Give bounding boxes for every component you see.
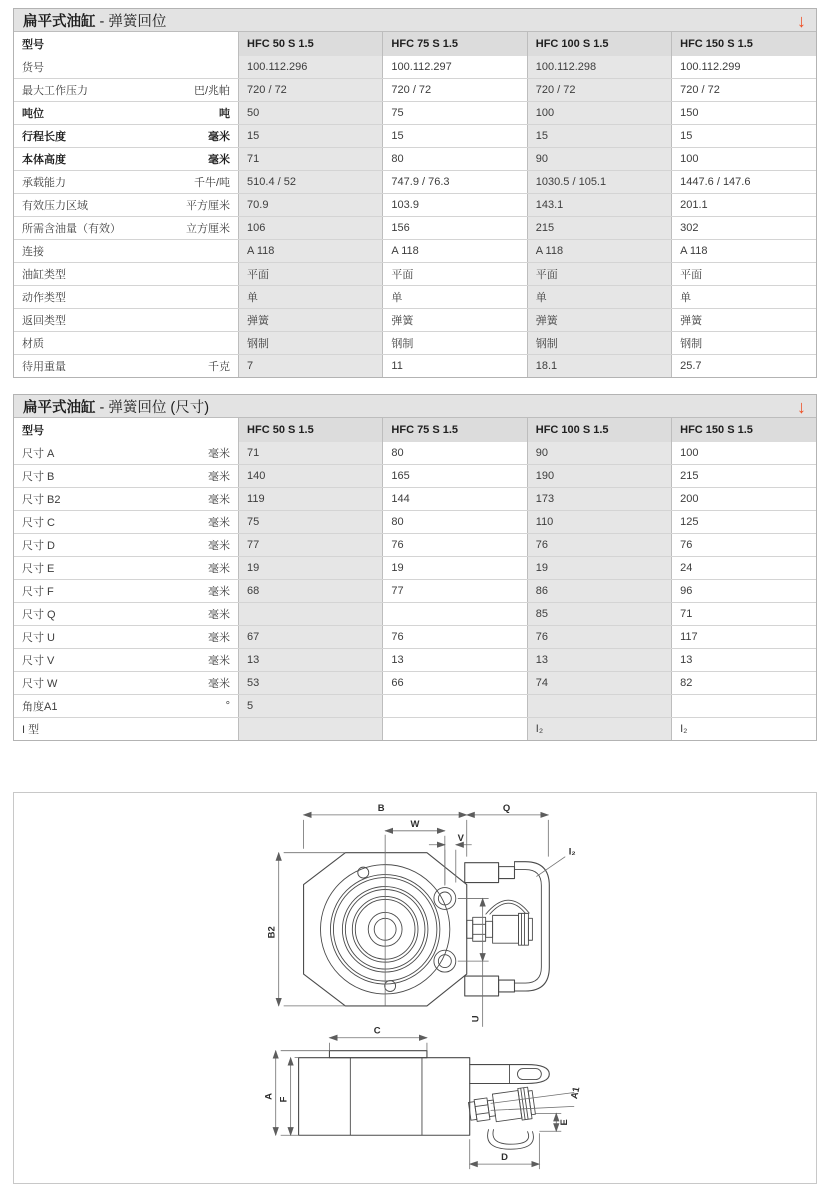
technical-drawing-box bbox=[13, 792, 817, 1184]
cell-value: 1030.5 / 105.1 bbox=[527, 171, 671, 194]
table-row bbox=[14, 263, 816, 286]
table-row bbox=[14, 217, 816, 240]
cell-value: 720 / 72 bbox=[672, 79, 816, 102]
table-row bbox=[14, 649, 816, 672]
cell-value: 190 bbox=[527, 465, 671, 488]
table-row bbox=[14, 79, 816, 102]
cell-value: 82 bbox=[672, 672, 816, 695]
cell-value: 173 bbox=[527, 488, 671, 511]
row-label: 尺寸 V bbox=[22, 655, 55, 667]
cell-value: 钢制 bbox=[672, 332, 816, 355]
row-label-cell bbox=[14, 534, 239, 557]
cell-value: 67 bbox=[239, 626, 383, 649]
row-label: 动作类型 bbox=[22, 292, 66, 304]
row-unit: 吨 bbox=[219, 108, 231, 120]
side-view bbox=[264, 1026, 583, 1169]
table-row bbox=[14, 56, 816, 79]
row-label-cell bbox=[14, 332, 239, 355]
cell-value: 15 bbox=[383, 125, 527, 148]
table-row bbox=[14, 557, 816, 580]
row-label: 货号 bbox=[22, 62, 44, 74]
cell-value: 100 bbox=[672, 148, 816, 171]
column-header-model: HFC 50 S 1.5 bbox=[239, 32, 383, 56]
table-row bbox=[14, 718, 816, 741]
cell-value: 110 bbox=[527, 511, 671, 534]
cell-value: 单 bbox=[672, 286, 816, 309]
cell-value: 86 bbox=[527, 580, 671, 603]
model-header-row bbox=[14, 418, 816, 442]
cell-value: 80 bbox=[383, 148, 527, 171]
cell-value: 平面 bbox=[239, 263, 383, 286]
section-header-dimensions bbox=[14, 395, 816, 418]
cell-value: A 118 bbox=[239, 240, 383, 263]
dim-label-b: B bbox=[377, 802, 385, 814]
column-header-model: HFC 75 S 1.5 bbox=[383, 418, 527, 442]
cell-value: 11 bbox=[383, 355, 527, 378]
row-label-cell bbox=[14, 171, 239, 194]
cell-value: 50 bbox=[239, 102, 383, 125]
cell-value: 弹簧 bbox=[527, 309, 671, 332]
section-title bbox=[23, 10, 166, 31]
top-view bbox=[267, 803, 576, 1027]
table-row bbox=[14, 148, 816, 171]
cell-value: 720 / 72 bbox=[239, 79, 383, 102]
cell-value: 150 bbox=[672, 102, 816, 125]
row-label-cell bbox=[14, 56, 239, 79]
cell-value: 钢制 bbox=[239, 332, 383, 355]
cell-value: 76 bbox=[527, 534, 671, 557]
column-header-model-label: 型号 bbox=[14, 32, 239, 56]
table-row bbox=[14, 672, 816, 695]
cell-value: 13 bbox=[239, 649, 383, 672]
cell-value: 13 bbox=[383, 649, 527, 672]
cell-value: 80 bbox=[383, 511, 527, 534]
row-unit: 毫米 bbox=[208, 586, 231, 598]
cell-value: 19 bbox=[383, 557, 527, 580]
table-row bbox=[14, 580, 816, 603]
row-unit: 毫米 bbox=[208, 471, 231, 483]
cell-value: 单 bbox=[527, 286, 671, 309]
section-arrow-icon[interactable]: ↓ bbox=[797, 10, 806, 31]
row-unit: 毫米 bbox=[208, 154, 231, 166]
cell-value: 71 bbox=[672, 603, 816, 626]
cell-value: 117 bbox=[672, 626, 816, 649]
row-unit: 毫米 bbox=[208, 517, 231, 529]
cell-value: 13 bbox=[527, 649, 671, 672]
row-label: 尺寸 D bbox=[22, 540, 55, 552]
row-label-cell bbox=[14, 442, 239, 465]
row-label-cell bbox=[14, 626, 239, 649]
column-header-model: HFC 100 S 1.5 bbox=[527, 32, 671, 56]
row-label: 尺寸 B2 bbox=[22, 494, 61, 506]
cell-value: 85 bbox=[527, 603, 671, 626]
row-label: 行程长度 bbox=[22, 131, 66, 143]
dim-label-d: D bbox=[501, 1152, 508, 1164]
row-label-cell bbox=[14, 217, 239, 240]
section-header-specs bbox=[14, 9, 816, 32]
cell-value: 70.9 bbox=[239, 194, 383, 217]
cell-value: 140 bbox=[239, 465, 383, 488]
dim-label-i2: I₂ bbox=[568, 846, 576, 858]
table-row bbox=[14, 442, 816, 465]
row-label-cell bbox=[14, 125, 239, 148]
cell-value: 119 bbox=[239, 488, 383, 511]
coupler-side-view bbox=[468, 1087, 536, 1128]
table-row bbox=[14, 102, 816, 125]
row-label-cell bbox=[14, 355, 239, 378]
cell-value: 钢制 bbox=[527, 332, 671, 355]
row-label-cell bbox=[14, 102, 239, 125]
cell-value: 100.112.298 bbox=[527, 56, 671, 79]
row-label-cell bbox=[14, 580, 239, 603]
section-title-rest: - 弹簧回位 (尺寸) bbox=[95, 399, 210, 416]
cell-value: 77 bbox=[239, 534, 383, 557]
dim-label-c: C bbox=[373, 1025, 381, 1037]
table-row bbox=[14, 695, 816, 718]
cell-value: 68 bbox=[239, 580, 383, 603]
row-unit: 毫米 bbox=[208, 655, 231, 667]
dim-label-a1: A1 bbox=[569, 1085, 583, 1100]
row-label-cell bbox=[14, 286, 239, 309]
row-label-cell bbox=[14, 79, 239, 102]
section-title-strong: 扁平式油缸 bbox=[23, 399, 96, 416]
row-label: 承载能力 bbox=[22, 177, 66, 189]
cell-value: 144 bbox=[383, 488, 527, 511]
section-title-strong: 扁平式油缸 bbox=[23, 13, 96, 30]
cell-value: 24 bbox=[672, 557, 816, 580]
column-header-model: HFC 50 S 1.5 bbox=[239, 418, 383, 442]
coupler-top-view bbox=[467, 900, 533, 945]
cell-value: 平面 bbox=[672, 263, 816, 286]
cell-value: 100 bbox=[672, 442, 816, 465]
row-label: 尺寸 B bbox=[22, 471, 55, 483]
table-row bbox=[14, 534, 816, 557]
column-header-model: HFC 100 S 1.5 bbox=[527, 418, 671, 442]
table-row bbox=[14, 603, 816, 626]
row-label: 材质 bbox=[22, 338, 44, 350]
cell-value: 7 bbox=[239, 355, 383, 378]
row-label: 尺寸 Q bbox=[22, 609, 56, 621]
cell-value: I₂ bbox=[527, 718, 671, 741]
cell-value: 100 bbox=[527, 102, 671, 125]
row-label-cell bbox=[14, 488, 239, 511]
table-row bbox=[14, 240, 816, 263]
row-unit: 平方厘米 bbox=[186, 200, 231, 212]
row-label-cell bbox=[14, 148, 239, 171]
cell-value: 25.7 bbox=[672, 355, 816, 378]
row-label: 所需含油量（有效） bbox=[22, 223, 121, 235]
cell-value: I₂ bbox=[672, 718, 816, 741]
table-row bbox=[14, 125, 816, 148]
column-header-model: HFC 75 S 1.5 bbox=[383, 32, 527, 56]
row-label: 尺寸 A bbox=[22, 448, 55, 460]
dim-label-w: W bbox=[410, 818, 420, 830]
table-row bbox=[14, 355, 816, 378]
row-label-cell bbox=[14, 511, 239, 534]
row-unit: ° bbox=[225, 700, 231, 712]
cell-value: 215 bbox=[672, 465, 816, 488]
cell-value: 100.112.296 bbox=[239, 56, 383, 79]
table-row bbox=[14, 286, 816, 309]
cell-value: 76 bbox=[383, 626, 527, 649]
row-label: 待用重量 bbox=[22, 361, 66, 373]
row-label: 尺寸 E bbox=[22, 563, 55, 575]
cell-value: 弹簧 bbox=[239, 309, 383, 332]
cell-value: 15 bbox=[672, 125, 816, 148]
row-label: 尺寸 U bbox=[22, 632, 55, 644]
row-unit: 毫米 bbox=[208, 540, 231, 552]
table-row bbox=[14, 194, 816, 217]
cell-value: 平面 bbox=[383, 263, 527, 286]
cell-value: 弹簧 bbox=[672, 309, 816, 332]
cell-value: A 118 bbox=[383, 240, 527, 263]
cell-value: 单 bbox=[383, 286, 527, 309]
cell-value: 302 bbox=[672, 217, 816, 240]
row-label-cell bbox=[14, 465, 239, 488]
row-label: 最大工作压力 bbox=[22, 85, 88, 97]
table-row bbox=[14, 465, 816, 488]
row-unit: 立方厘米 bbox=[186, 223, 231, 235]
row-unit: 千克 bbox=[208, 361, 231, 373]
row-unit: 巴/兆帕 bbox=[193, 85, 231, 97]
cell-value: 747.9 / 76.3 bbox=[383, 171, 527, 194]
row-label-cell bbox=[14, 194, 239, 217]
row-label-cell bbox=[14, 649, 239, 672]
dim-label-f: F bbox=[278, 1096, 290, 1103]
cell-value: 19 bbox=[527, 557, 671, 580]
cell-value: 77 bbox=[383, 580, 527, 603]
row-label: 有效压力区域 bbox=[22, 200, 88, 212]
row-unit: 毫米 bbox=[208, 448, 231, 460]
row-label: 角度A1 bbox=[22, 701, 58, 713]
cell-value: 74 bbox=[527, 672, 671, 695]
dim-label-v: V bbox=[457, 832, 464, 844]
row-label-cell bbox=[14, 309, 239, 332]
row-label-cell bbox=[14, 672, 239, 695]
cell-value: 76 bbox=[672, 534, 816, 557]
row-label: 油缸类型 bbox=[22, 269, 66, 281]
row-label: 尺寸 F bbox=[22, 586, 54, 598]
cell-value: 13 bbox=[672, 649, 816, 672]
cell-value bbox=[383, 695, 527, 718]
row-label: 尺寸 W bbox=[22, 678, 58, 690]
cell-value: 215 bbox=[527, 217, 671, 240]
dim-label-q: Q bbox=[502, 802, 511, 814]
section-title-rest: - 弹簧回位 bbox=[95, 13, 167, 30]
row-label-cell bbox=[14, 695, 239, 718]
row-label-cell bbox=[14, 263, 239, 286]
dim-label-u: U bbox=[470, 1015, 482, 1023]
cell-value: 156 bbox=[383, 217, 527, 240]
cell-value: 单 bbox=[239, 286, 383, 309]
cell-value: 200 bbox=[672, 488, 816, 511]
cell-value: 90 bbox=[527, 442, 671, 465]
row-unit: 毫米 bbox=[208, 678, 231, 690]
row-label: 连接 bbox=[22, 246, 44, 258]
cell-value: 90 bbox=[527, 148, 671, 171]
row-unit: 毫米 bbox=[208, 494, 231, 506]
cell-value bbox=[383, 603, 527, 626]
cell-value: 平面 bbox=[527, 263, 671, 286]
cell-value: 720 / 72 bbox=[527, 79, 671, 102]
cell-value bbox=[383, 718, 527, 741]
cell-value: 76 bbox=[383, 534, 527, 557]
row-label: 本体高度 bbox=[22, 154, 66, 166]
row-unit: 千牛/吨 bbox=[193, 177, 231, 189]
row-label-cell bbox=[14, 603, 239, 626]
cell-value: 15 bbox=[527, 125, 671, 148]
cell-value: 75 bbox=[239, 511, 383, 534]
cell-value bbox=[239, 718, 383, 741]
table-row bbox=[14, 309, 816, 332]
cell-value: 66 bbox=[383, 672, 527, 695]
row-unit: 毫米 bbox=[208, 609, 231, 621]
table-row bbox=[14, 511, 816, 534]
cell-value bbox=[672, 695, 816, 718]
cell-value: 71 bbox=[239, 148, 383, 171]
table-row bbox=[14, 488, 816, 511]
cell-value: 5 bbox=[239, 695, 383, 718]
cell-value: 15 bbox=[239, 125, 383, 148]
section-arrow-icon[interactable]: ↓ bbox=[797, 396, 806, 417]
cell-value: 720 / 72 bbox=[383, 79, 527, 102]
table-row bbox=[14, 332, 816, 355]
model-header-row bbox=[14, 32, 816, 56]
row-label: 返回类型 bbox=[22, 315, 66, 327]
row-label: 吨位 bbox=[22, 108, 44, 120]
section-title bbox=[23, 396, 209, 417]
technical-drawing bbox=[14, 793, 816, 1183]
cell-value: 201.1 bbox=[672, 194, 816, 217]
dim-label-b2: B2 bbox=[266, 926, 278, 939]
dim-label-e: E bbox=[559, 1119, 571, 1126]
cell-value: 76 bbox=[527, 626, 671, 649]
dim-label-a: A bbox=[263, 1093, 275, 1100]
cell-value: 19 bbox=[239, 557, 383, 580]
cell-value: 143.1 bbox=[527, 194, 671, 217]
section-dimensions bbox=[13, 394, 817, 741]
column-header-model-label: 型号 bbox=[14, 418, 239, 442]
row-label-cell bbox=[14, 718, 239, 741]
cell-value: A 118 bbox=[527, 240, 671, 263]
cell-value: 钢制 bbox=[383, 332, 527, 355]
cell-value: A 118 bbox=[672, 240, 816, 263]
cell-value: 106 bbox=[239, 217, 383, 240]
row-label: I 型 bbox=[22, 724, 40, 736]
cell-value: 165 bbox=[383, 465, 527, 488]
cell-value: 75 bbox=[383, 102, 527, 125]
row-label-cell bbox=[14, 557, 239, 580]
cell-value: 80 bbox=[383, 442, 527, 465]
column-header-model: HFC 150 S 1.5 bbox=[672, 32, 816, 56]
cell-value: 1447.6 / 147.6 bbox=[672, 171, 816, 194]
row-unit: 毫米 bbox=[208, 131, 231, 143]
row-unit: 毫米 bbox=[208, 632, 231, 644]
cell-value: 弹簧 bbox=[383, 309, 527, 332]
cell-value: 100.112.297 bbox=[383, 56, 527, 79]
column-header-model: HFC 150 S 1.5 bbox=[672, 418, 816, 442]
cell-value: 510.4 / 52 bbox=[239, 171, 383, 194]
specs-table bbox=[14, 32, 816, 377]
cell-value: 18.1 bbox=[527, 355, 671, 378]
cell-value: 100.112.299 bbox=[672, 56, 816, 79]
row-unit: 毫米 bbox=[208, 563, 231, 575]
row-label: 尺寸 C bbox=[22, 517, 55, 529]
table-row bbox=[14, 171, 816, 194]
cell-value: 96 bbox=[672, 580, 816, 603]
table-row bbox=[14, 626, 816, 649]
cell-value: 53 bbox=[239, 672, 383, 695]
dimensions-table bbox=[14, 418, 816, 740]
cell-value: 71 bbox=[239, 442, 383, 465]
cell-value: 103.9 bbox=[383, 194, 527, 217]
cell-value bbox=[239, 603, 383, 626]
cell-value: 125 bbox=[672, 511, 816, 534]
section-specs bbox=[13, 8, 817, 378]
cell-value bbox=[527, 695, 671, 718]
row-label-cell bbox=[14, 240, 239, 263]
